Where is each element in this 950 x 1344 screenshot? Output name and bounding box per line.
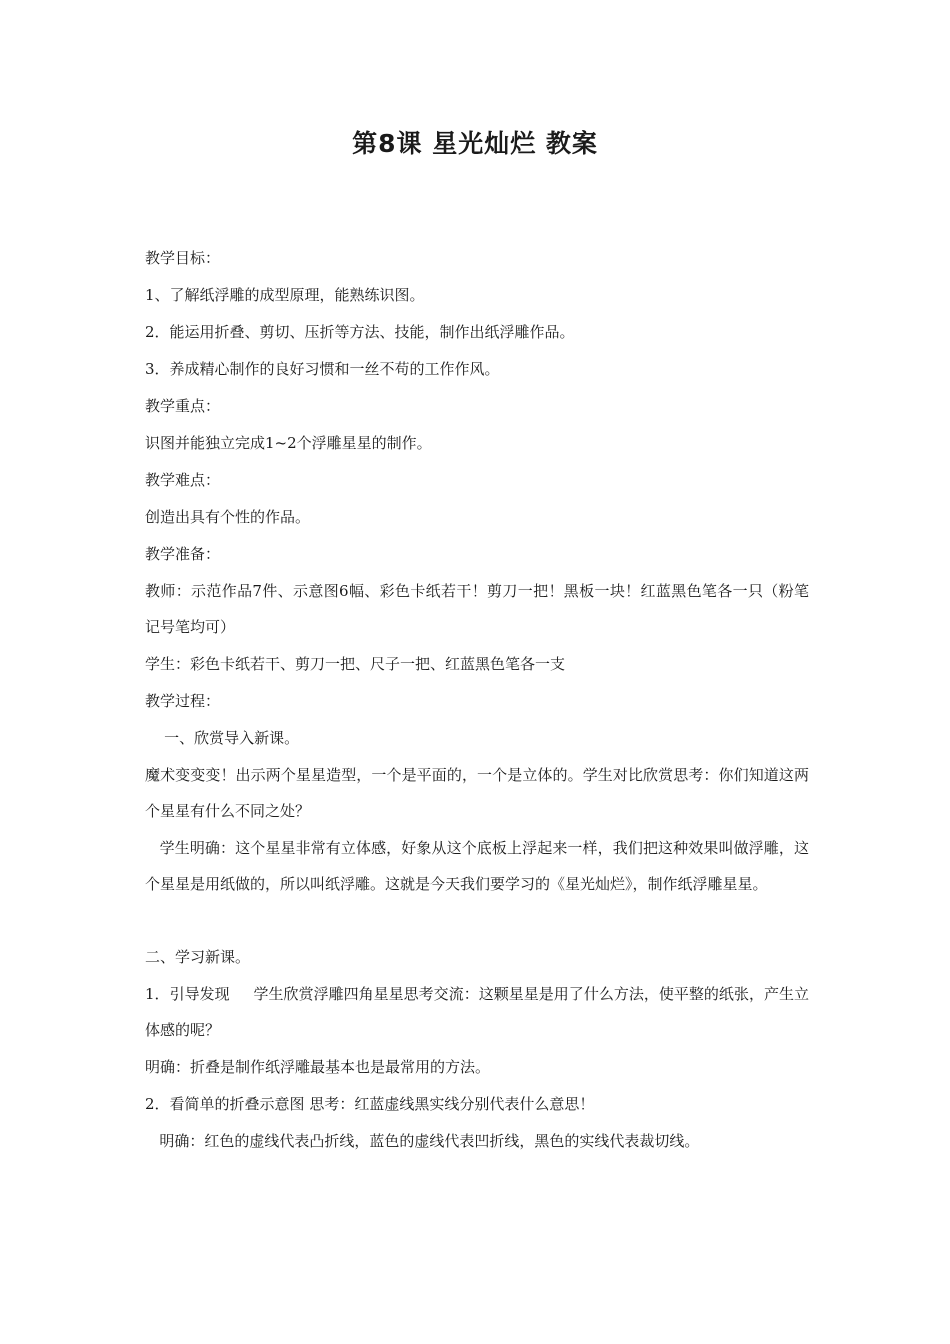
paragraph-student-clarify: 学生明确：这个星星非常有立体感，好象从这个底板上浮起来一样，我们把这种效果叫做浮雕，这个星星是用纸做的，所以叫纸浮雕。这就是今天我们要学习的《星光灿烂》，制作纸浮雕星星。 [145,839,809,893]
paragraph-preparation-heading: 教学准备： [145,545,221,563]
paragraph-difficulty: 创造出具有个性的作品。 [145,508,311,526]
paragraph-objectives-heading: 教学目标： [145,249,221,267]
paragraph-objective-2: 2．能运用折叠、剪切、压折等方法、技能，制作出纸浮雕作品。 [145,323,575,341]
paragraph-magic-intro: 魔术变变变！出示两个星星造型，一个是平面的，一个是立体的。学生对比欣赏思考：你们知道这两个星星有什么不同之处？ [145,766,809,820]
paragraph-process-heading: 教学过程： [145,692,221,710]
paragraph-difficulty-heading: 教学难点： [145,471,221,489]
paragraph-diagram-question: 2．看简单的折叠示意图 思考：红蓝虚线黑实线分别代表什么意思！ [145,1095,595,1113]
paragraph-line-meaning: 明确：红色的虚线代表凸折线，蓝色的虚线代表凹折线，黑色的实线代表裁切线。 [145,1132,700,1150]
paragraph-folding-method: 明确：折叠是制作纸浮雕最基本也是最常用的方法。 [145,1058,491,1076]
paragraph-student-prep: 学生：彩色卡纸若干、剪刀一把、尺子一把、红蓝黑色笔各一支 [145,655,566,673]
paragraph-guided-discovery: 1．引导发现 学生欣赏浮雕四角星星思考交流：这颗星星是用了什么方法，使平整的纸张，产生立体感的呢？ [145,985,809,1039]
paragraph-teacher-prep: 教师：示范作品7件、示意图6幅、彩色卡纸若干！剪刀一把！黑板一块！红蓝黑色笔各一只（粉笔记号笔均可） [145,582,809,636]
paragraph-section-1: 一、欣赏导入新课。 [145,729,300,747]
paragraph-objective-1: 1、了解纸浮雕的成型原理，能熟练识图。 [145,286,425,304]
paragraph-key-points: 识图并能独立完成1~2个浮雕星星的制作。 [145,434,432,452]
document-body [145,247,809,1167]
paragraph-section-2: 二、学习新课。 [145,948,251,966]
document-title: 第8课 星光灿烂 教案 [352,129,598,158]
paragraph-objective-3: 3．养成精心制作的良好习惯和一丝不苟的工作作风。 [145,360,500,378]
paragraph-key-points-heading: 教学重点： [145,397,221,415]
